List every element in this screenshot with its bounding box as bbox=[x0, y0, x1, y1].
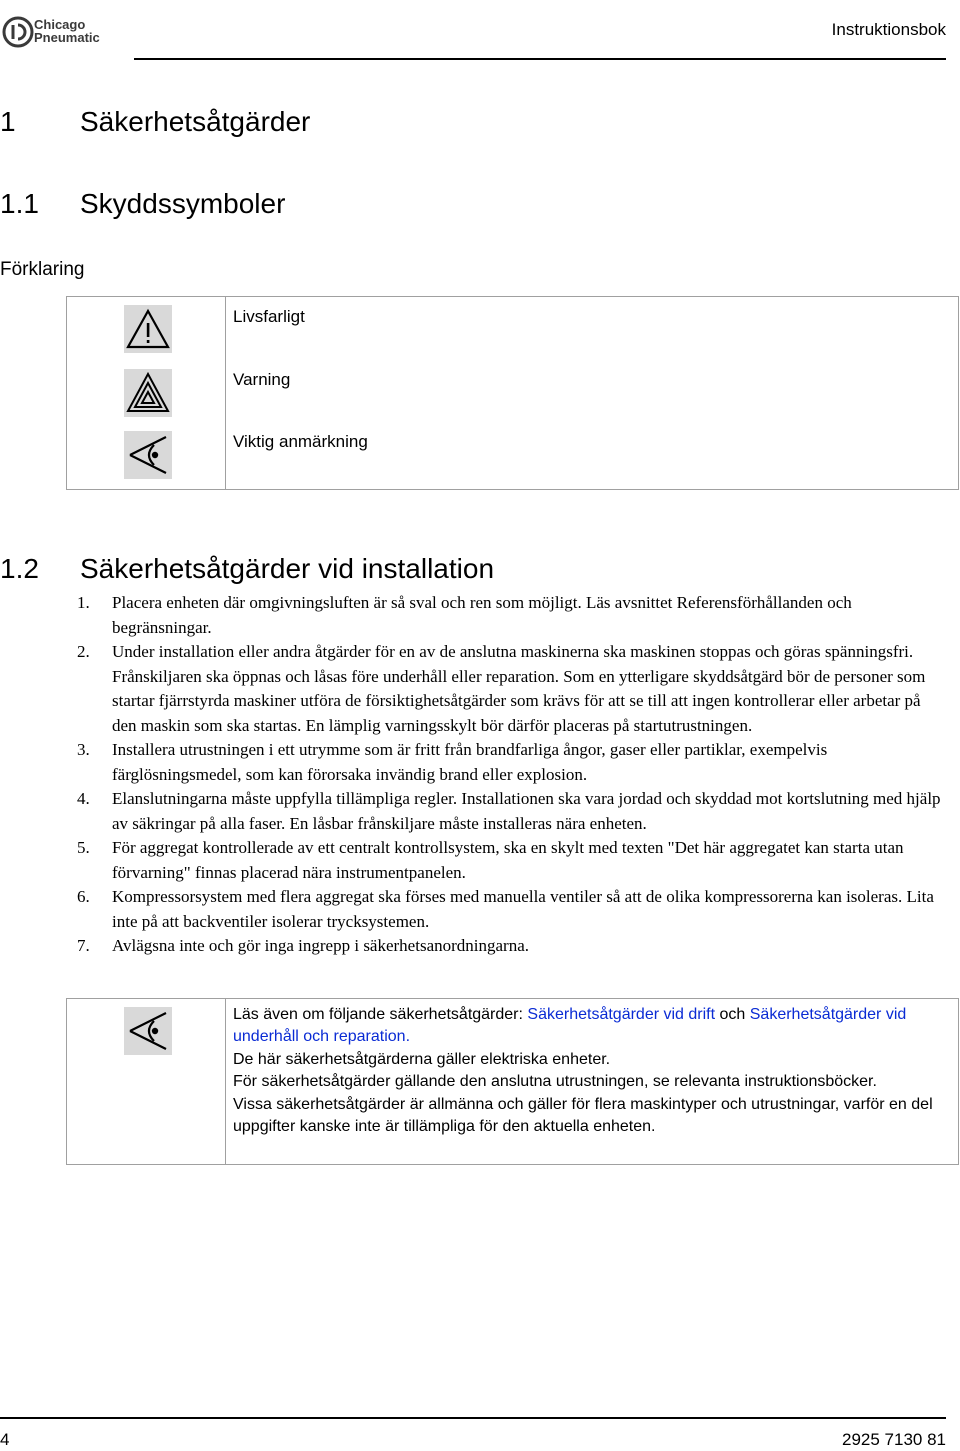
item-text: För aggregat kontrollerade av ett centralt kontrollsystem, ska en skylt med texten "Det här aggregatet kan starta utan förvarning" finnas placerad nära instrumentpanelen. bbox=[112, 838, 904, 882]
item-number: 2. bbox=[77, 642, 90, 661]
item-number: 7. bbox=[77, 936, 90, 955]
section-1-1-heading bbox=[0, 188, 285, 220]
note-body bbox=[233, 1004, 948, 1138]
item-text: Kompressorsystem med flera aggregat ska förses med manuella ventiler så att de olika kompressorerna kan isoleras. Lita inte på att backventiler isolerar trycksystemen. bbox=[112, 887, 934, 931]
section-title: Säkerhetsåtgärder vid installation bbox=[80, 553, 495, 584]
link-safety-operation[interactable]: Säkerhetsåtgärder vid drift bbox=[527, 1006, 716, 1023]
list-item bbox=[77, 591, 947, 640]
list-item bbox=[77, 640, 947, 738]
item-number: 6. bbox=[77, 887, 90, 906]
note-intro: Läs även om följande säkerhetsåtgärder: bbox=[233, 1006, 528, 1023]
item-number: 5. bbox=[77, 838, 90, 857]
legend-text: Livsfarligt bbox=[233, 307, 305, 326]
section-number: 1.2 bbox=[0, 553, 39, 584]
list-item bbox=[77, 885, 947, 934]
logo-line2: Pneumatic bbox=[34, 30, 100, 45]
symbol-legend-table bbox=[66, 296, 959, 490]
section-1-heading bbox=[0, 106, 310, 138]
link-safety-maintenance[interactable]: Säkerhetsåtgärder vid underhåll och reparation bbox=[233, 1006, 907, 1046]
brand-logo bbox=[0, 14, 110, 50]
list-item bbox=[77, 738, 947, 787]
legend-text: Varning bbox=[233, 370, 291, 389]
section-title: Säkerhetsåtgärder bbox=[80, 106, 311, 137]
exclamation-triangle-icon bbox=[124, 305, 172, 353]
table-divider bbox=[225, 999, 226, 1164]
item-text: Installera utrustningen i ett utrymme som är fritt från brandfarliga ångor, gaser eller partiklar, exempelvis färglösningsmedel, som kan förorsaka invändig brand eller explosion. bbox=[112, 740, 828, 784]
cp-logo-icon bbox=[2, 16, 34, 48]
list-item bbox=[77, 836, 947, 885]
legend-label: Förklaring bbox=[0, 259, 85, 280]
header-rule bbox=[134, 58, 946, 60]
item-number: 4. bbox=[77, 789, 90, 808]
item-text: Avlägsna inte och gör inga ingrepp i säkerhetsanordningarna. bbox=[112, 936, 529, 955]
list-item bbox=[77, 934, 947, 959]
footer-rule bbox=[0, 1417, 946, 1419]
section-number: 1.1 bbox=[0, 188, 39, 219]
eye-note-icon bbox=[124, 431, 172, 479]
installation-instructions-list bbox=[77, 591, 947, 959]
note-paragraph: För säkerhetsåtgärder gällande den anslutna utrustningen, se relevanta instruktionsböcker. bbox=[233, 1073, 877, 1091]
list-item bbox=[77, 787, 947, 836]
document-number: 2925 7130 81 bbox=[842, 1430, 946, 1449]
section-number: 1 bbox=[0, 106, 16, 137]
logo-line1: Chicago bbox=[34, 17, 86, 32]
table-divider bbox=[225, 297, 226, 489]
note-paragraph: De här säkerhetsåtgärderna gäller elektriska enheter. bbox=[233, 1050, 611, 1068]
section-title: Skyddssymboler bbox=[80, 188, 286, 219]
nested-triangle-warning-icon bbox=[124, 369, 172, 417]
item-number: 3. bbox=[77, 740, 90, 759]
item-text: Under installation eller andra åtgärder för en av de anslutna maskinerna ska maskinen stoppas och göras spänningsfri. Frånskiljaren ska öppnas och låsas före underhåll eller reparation. Som en ytterligare skyddsåtgärd bör de personer som startar fjärrstyrda maskiner utföra de försiktighetsåtgärder som krävs för att se till att ingen kontrollerar eller arbetar på den maskin som ska startas. En lämplig varningsskylt bör därför placeras på startutrustningen. bbox=[112, 642, 926, 735]
section-1-2-heading bbox=[0, 553, 494, 585]
item-text: Placera enheten där omgivningsluften är så sval och ren som möjligt. Läs avsnittet Referensförhållanden och begränsningar. bbox=[112, 593, 852, 637]
page-number: 4 bbox=[0, 1430, 10, 1449]
header-title: Instruktionsbok bbox=[831, 20, 946, 39]
item-number: 1. bbox=[77, 593, 90, 612]
note-paragraph: Vissa säkerhetsåtgärder är allmänna och gäller för flera maskintyper och utrustningar, varför en del uppgifter kanske inte är tillämpliga för den aktuella enheten. bbox=[233, 1095, 933, 1136]
note-paragraph bbox=[233, 1004, 948, 1049]
legend-text: Viktig anmärkning bbox=[233, 432, 368, 451]
note-box bbox=[66, 998, 959, 1165]
note-connector: och bbox=[715, 1006, 750, 1023]
item-text: Elanslutningarna måste uppfylla tillämpliga regler. Installationen ska vara jordad och skyddad mot kortslutning med hjälp av säkringar på alla faser. En låsbar frånskiljare måste installeras nära enheten. bbox=[112, 789, 941, 833]
eye-note-icon bbox=[124, 1007, 172, 1055]
note-period: . bbox=[405, 1028, 411, 1046]
